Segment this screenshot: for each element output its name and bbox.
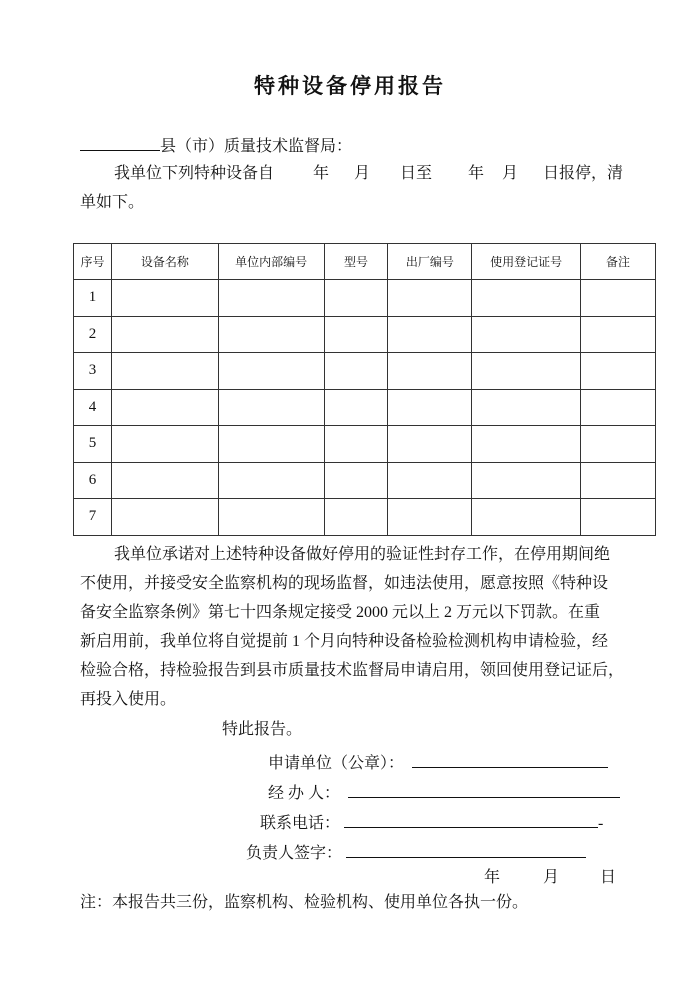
remarks-cell[interactable]: [581, 353, 656, 390]
remarks-cell[interactable]: [581, 462, 656, 499]
row-index: 1: [74, 280, 112, 317]
commitment-line: 检验合格，持检验报告到县市质量技术监督局申请启用，领回使用登记证后，: [80, 662, 625, 679]
device-name-cell[interactable]: [111, 280, 218, 317]
header-device-name: 设备名称: [111, 244, 218, 280]
responsible-signature-field[interactable]: [346, 842, 586, 858]
registration-number-cell[interactable]: [472, 426, 581, 463]
table-row: [74, 389, 656, 426]
internal-number-cell[interactable]: [218, 353, 324, 390]
factory-number-cell[interactable]: [388, 280, 472, 317]
intro-line-2: 单如下。: [80, 194, 145, 211]
footnote: 注：本报告共三份，监察机构、检验机构、使用单位各执一份。: [80, 894, 529, 911]
device-name-cell[interactable]: [111, 389, 218, 426]
responsible-row: [246, 840, 586, 863]
date-day: 日: [600, 869, 617, 886]
device-name-cell[interactable]: [111, 353, 218, 390]
model-cell[interactable]: [324, 280, 388, 317]
remarks-cell[interactable]: [581, 499, 656, 536]
factory-number-cell[interactable]: [388, 426, 472, 463]
internal-number-cell[interactable]: [218, 426, 324, 463]
table-row: [74, 462, 656, 499]
factory-number-cell[interactable]: [388, 316, 472, 353]
header-internal-number: 单位内部编号: [218, 244, 324, 280]
internal-number-cell[interactable]: [218, 316, 324, 353]
date-year: 年: [484, 869, 501, 886]
row-index: 3: [74, 353, 112, 390]
applicant-label: 申请单位（公章）：: [268, 755, 405, 772]
internal-number-cell[interactable]: [218, 389, 324, 426]
row-index: 5: [74, 426, 112, 463]
year-label: 年: [313, 165, 330, 182]
handler-field[interactable]: [348, 782, 620, 798]
device-name-cell[interactable]: [111, 462, 218, 499]
day-suffix: 日报停，清: [543, 165, 624, 182]
header-remarks: 备注: [581, 244, 656, 280]
closing-text: 特此报告。: [222, 721, 303, 738]
phone-suffix: -: [598, 815, 604, 832]
handler-label: 经 办 人：: [268, 785, 341, 802]
month-label: 月: [354, 165, 371, 182]
factory-number-cell[interactable]: [388, 353, 472, 390]
commitment-line: 备安全监察条例》第七十四条规定接受 2000 元以上 2 万元以下罚款。在重: [80, 604, 601, 621]
row-index: 6: [74, 462, 112, 499]
model-cell[interactable]: [324, 426, 388, 463]
applicant-field[interactable]: [412, 752, 608, 768]
addressee: 县（市）质量技术监督局：: [160, 138, 353, 155]
row-index: 2: [74, 316, 112, 353]
registration-number-cell[interactable]: [472, 316, 581, 353]
internal-number-cell[interactable]: [218, 462, 324, 499]
factory-number-cell[interactable]: [388, 499, 472, 536]
remarks-cell[interactable]: [581, 280, 656, 317]
remarks-cell[interactable]: [581, 426, 656, 463]
applicant-row: [268, 750, 608, 773]
commitment-line: 新启用前，我单位将自觉提前 1 个月向特种设备检验检测机构申请检验，经: [80, 633, 609, 650]
page-title: 特种设备停用报告: [254, 74, 446, 98]
table-row: [74, 426, 656, 463]
registration-number-cell[interactable]: [472, 353, 581, 390]
year-label: 年: [468, 165, 485, 182]
model-cell[interactable]: [324, 316, 388, 353]
table-row: [74, 280, 656, 317]
table-row: [74, 316, 656, 353]
device-name-cell[interactable]: [111, 499, 218, 536]
phone-row: [260, 810, 603, 833]
model-cell[interactable]: [324, 353, 388, 390]
equipment-table: [73, 243, 656, 536]
commitment-line: 我单位承诺对上述特种设备做好停用的验证性封存工作，在停用期间绝: [114, 546, 611, 563]
model-cell[interactable]: [324, 462, 388, 499]
addressee-line: [80, 135, 352, 157]
device-name-cell[interactable]: [111, 426, 218, 463]
responsible-label: 负责人签字：: [246, 845, 343, 862]
row-index: 7: [74, 499, 112, 536]
row-index: 4: [74, 389, 112, 426]
header-registration-number: 使用登记证号: [472, 244, 581, 280]
day-to-label: 日至: [400, 165, 433, 182]
phone-label: 联系电话：: [260, 815, 341, 832]
commitment-line: 不使用，并接受安全监察机构的现场监督，如违法使用，愿意按照《特种设: [80, 575, 609, 592]
header-model: 型号: [324, 244, 388, 280]
registration-number-cell[interactable]: [472, 389, 581, 426]
county-blank[interactable]: [80, 135, 160, 151]
phone-field[interactable]: [344, 812, 598, 828]
header-factory-number: 出厂编号: [388, 244, 472, 280]
header-index: 序号: [74, 244, 112, 280]
commitment-line: 再投入使用。: [80, 691, 177, 708]
registration-number-cell[interactable]: [472, 280, 581, 317]
factory-number-cell[interactable]: [388, 389, 472, 426]
device-name-cell[interactable]: [111, 316, 218, 353]
registration-number-cell[interactable]: [472, 499, 581, 536]
remarks-cell[interactable]: [581, 316, 656, 353]
model-cell[interactable]: [324, 389, 388, 426]
intro-text: 我单位下列特种设备自: [114, 165, 275, 182]
remarks-cell[interactable]: [581, 389, 656, 426]
table-row: [74, 499, 656, 536]
model-cell[interactable]: [324, 499, 388, 536]
month-label: 月: [502, 165, 519, 182]
date-month: 月: [543, 869, 560, 886]
internal-number-cell[interactable]: [218, 280, 324, 317]
internal-number-cell[interactable]: [218, 499, 324, 536]
registration-number-cell[interactable]: [472, 462, 581, 499]
table-row: [74, 353, 656, 390]
factory-number-cell[interactable]: [388, 462, 472, 499]
table-header-row: [74, 244, 656, 280]
handler-row: [268, 780, 620, 803]
